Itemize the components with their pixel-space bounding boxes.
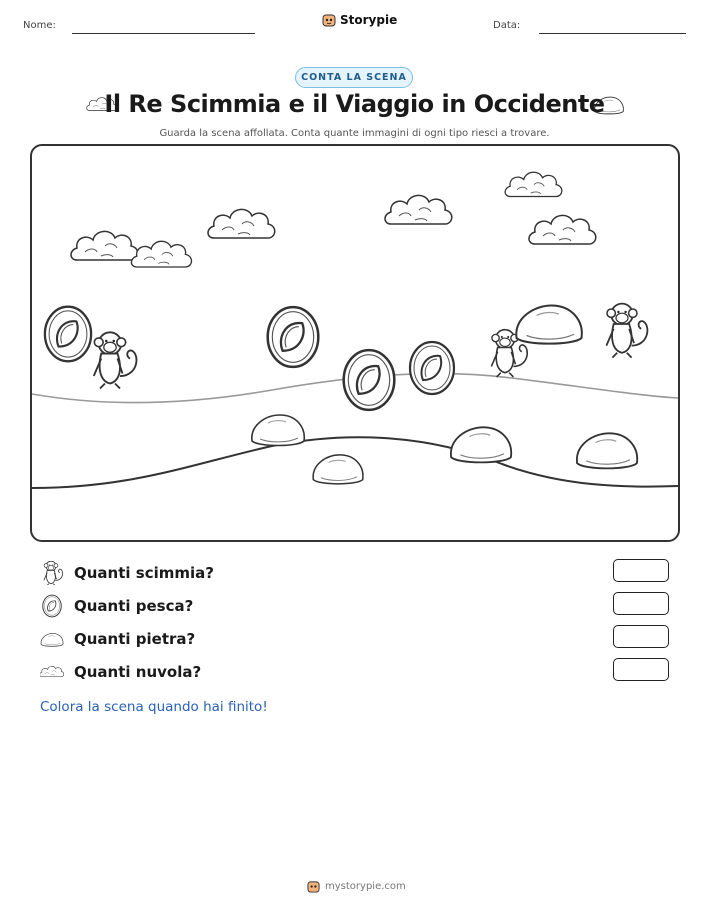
peach-icon <box>40 594 64 618</box>
answer-box-stone[interactable] <box>613 625 669 648</box>
footer-note: Colora la scena quando hai finito! <box>40 699 268 715</box>
question-cloud <box>40 660 201 684</box>
answer-box-cloud[interactable] <box>613 658 669 681</box>
stone-icon <box>313 455 363 484</box>
site-url: mystorypie.com <box>325 881 406 892</box>
cloud-icon <box>71 231 138 260</box>
site-footer <box>307 880 406 893</box>
page-subtitle: Guarda la scena affollata. Conta quante immagini di ogni tipo riesci a trovare. <box>159 128 550 139</box>
question-monkey <box>40 561 214 585</box>
cloud-icon <box>131 241 191 267</box>
date-label: Data: <box>493 20 521 31</box>
answer-box-monkey[interactable] <box>613 559 669 582</box>
peach-icon <box>344 350 395 410</box>
question-text: Quanti pietra? <box>74 630 196 648</box>
stone-icon <box>451 427 511 462</box>
peach-icon <box>410 342 454 394</box>
monkey-icon <box>40 561 64 585</box>
peach-icon <box>268 307 319 367</box>
answer-box-peach[interactable] <box>613 592 669 615</box>
cloud-icon <box>529 215 596 244</box>
brand-name: Storypie <box>340 13 398 27</box>
section-badge: CONTA LA SCENA <box>295 67 413 88</box>
scene-illustration[interactable] <box>30 144 680 542</box>
question-text: Quanti scimmia? <box>74 564 214 582</box>
monkey-icon <box>94 332 137 388</box>
stone-icon <box>516 306 582 344</box>
cloud-icon <box>40 660 64 684</box>
scene-drawing <box>32 146 678 540</box>
name-label: Nome: <box>23 20 56 31</box>
peach-icon <box>45 307 91 362</box>
stone-icon <box>577 433 637 468</box>
page-title: Il Re Scimmia e il Viaggio in Occidente <box>104 90 605 118</box>
stone-icon <box>40 627 64 651</box>
question-peach <box>40 594 193 618</box>
question-stone <box>40 627 195 651</box>
question-text: Quanti nuvola? <box>74 663 202 681</box>
storypie-logo-icon <box>322 13 336 27</box>
cloud-icon <box>385 195 452 224</box>
date-line[interactable] <box>539 33 686 34</box>
cloud-icon <box>505 172 562 196</box>
name-line[interactable] <box>72 33 255 34</box>
monkey-icon <box>606 304 647 358</box>
cloud-icon <box>208 209 275 238</box>
storypie-logo-icon <box>307 880 320 893</box>
question-text: Quanti pesca? <box>74 597 194 615</box>
storypie-logo <box>322 13 397 27</box>
stone-icon <box>252 415 304 446</box>
